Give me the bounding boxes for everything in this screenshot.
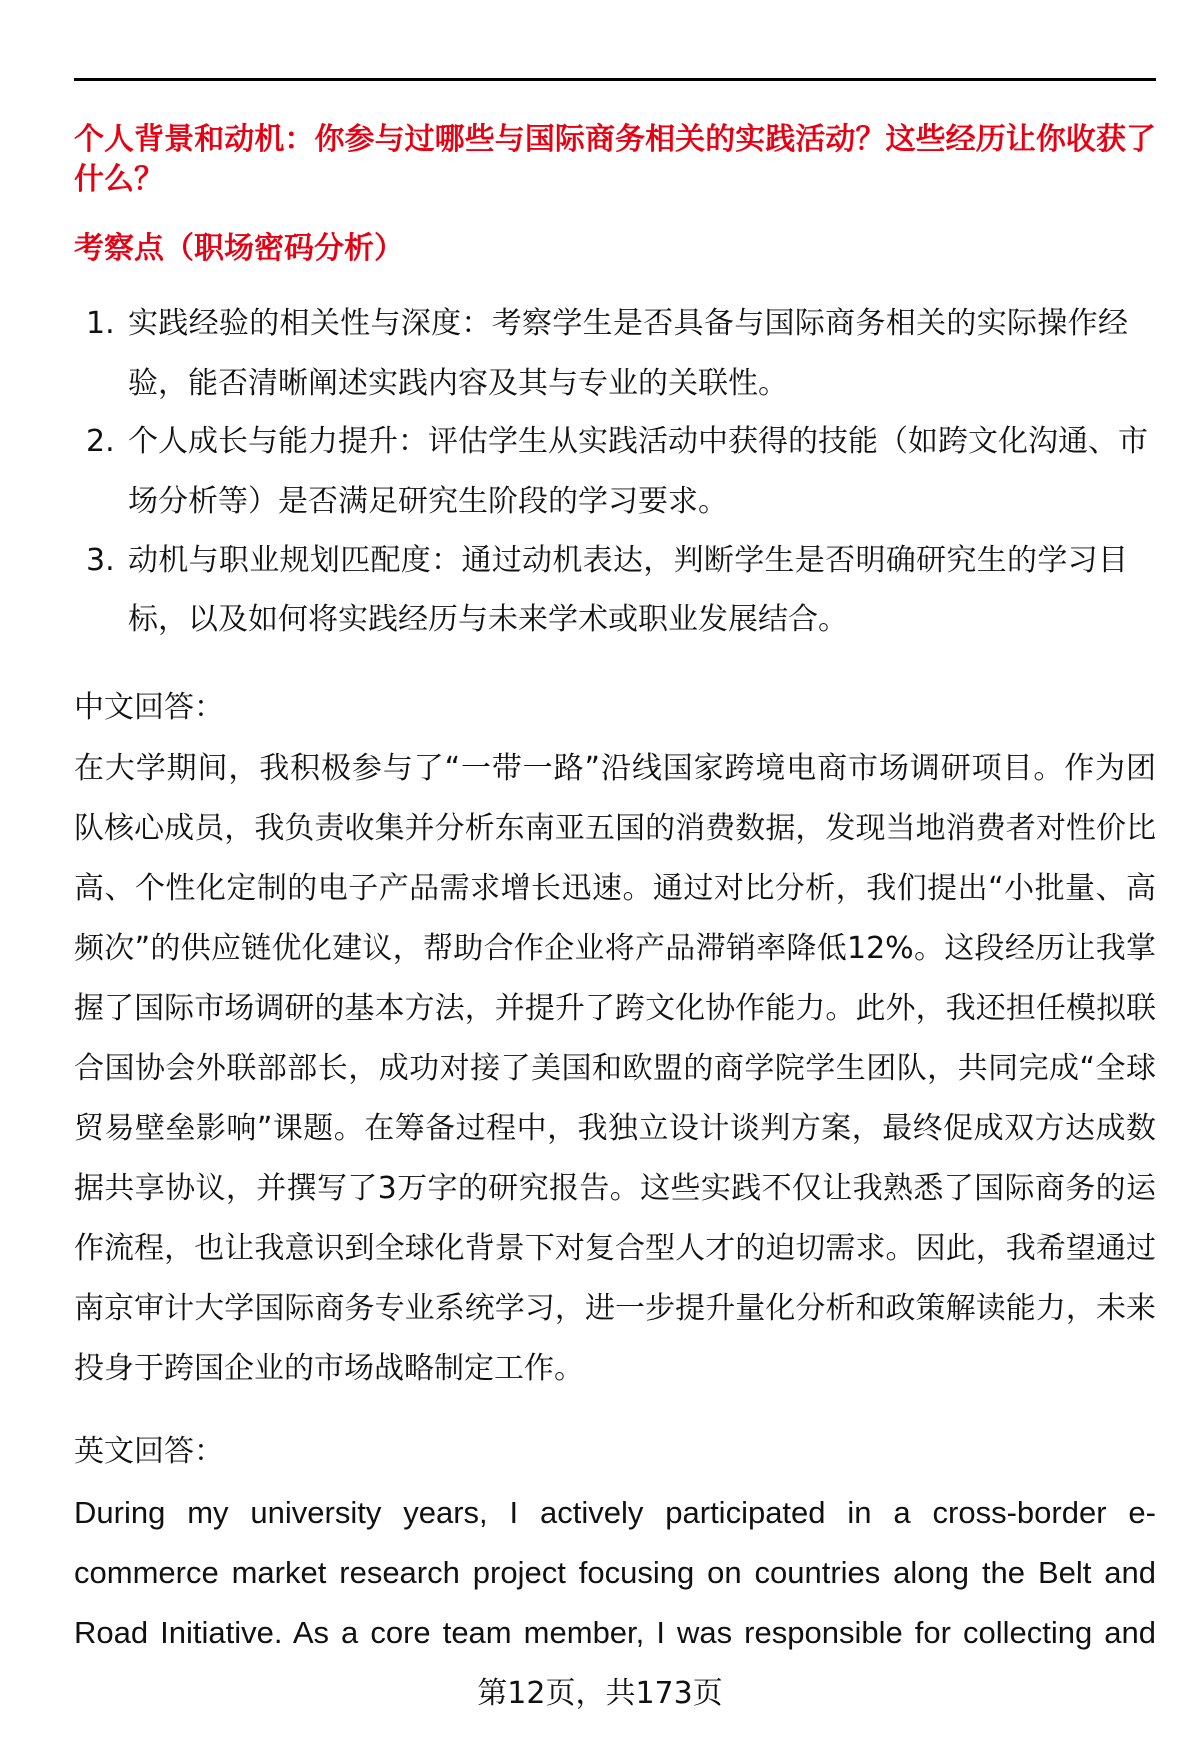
answer-line: 队核心成员，我负责收集并分析东南亚五国的消费数据，发现当地消费者对性价比 bbox=[74, 811, 1156, 846]
answer-line: 高、个性化定制的电子产品需求增长迅速。通过对比分析，我们提出“小批量、高 bbox=[74, 871, 1156, 906]
answer-line: 贸易壁垒影响”课题。在筹备过程中，我独立设计谈判方案，最终促成双方达成数 bbox=[74, 1111, 1156, 1146]
point-number: 2. bbox=[86, 424, 115, 459]
answer-line: 据共享协议，并撰写了3万字的研究报告。这些实践不仅让我熟悉了国际商务的运 bbox=[74, 1171, 1156, 1206]
point-number: 3. bbox=[86, 543, 115, 578]
section-title: 考察点（职场密码分析） bbox=[74, 231, 404, 266]
answer-line: 频次”的供应链优化建议，帮助合作企业将产品滞销率降低12%。这段经历让我掌 bbox=[74, 931, 1156, 966]
answer-line: 投身于跨国企业的市场战略制定工作。 bbox=[74, 1351, 584, 1386]
question-heading-line-1: 个人背景和动机：你参与过哪些与国际商务相关的实践活动？这些经历让你收获了 bbox=[74, 122, 1156, 157]
point-text: 动机与职业规划匹配度：通过动机表达，判断学生是否明确研究生的学习目 bbox=[128, 543, 1128, 578]
answer-line: Road Initiative. As a core team member, I was responsible for collecting and bbox=[74, 1615, 1156, 1650]
point-text: 验，能否清晰阐述实践内容及其与专业的关联性。 bbox=[128, 366, 788, 401]
answer-line: 南京审计大学国际商务专业系统学习，进一步提升量化分析和政策解读能力，未来 bbox=[74, 1291, 1156, 1326]
point-text: 实践经验的相关性与深度：考察学生是否具备与国际商务相关的实际操作经 bbox=[128, 306, 1128, 341]
point-text: 标，以及如何将实践经历与未来学术或职业发展结合。 bbox=[128, 602, 848, 637]
chinese-answer-label: 中文回答： bbox=[74, 690, 224, 725]
answer-line: 在大学期间，我积极参与了“一带一路”沿线国家跨境电商市场调研项目。作为团 bbox=[74, 751, 1156, 786]
answer-line: commerce market research project focusing on countries along the Belt and bbox=[74, 1555, 1156, 1590]
page-footer: 第12页，共173页 bbox=[477, 1676, 723, 1711]
header-rule bbox=[74, 78, 1156, 81]
answer-line: 作流程，也让我意识到全球化背景下对复合型人才的迫切需求。因此，我希望通过 bbox=[74, 1231, 1156, 1266]
point-text: 个人成长与能力提升：评估学生从实践活动中获得的技能（如跨文化沟通、市 bbox=[128, 424, 1148, 459]
point-text: 场分析等）是否满足研究生阶段的学习要求。 bbox=[128, 484, 728, 519]
answer-line: 握了国际市场调研的基本方法，并提升了跨文化协作能力。此外，我还担任模拟联 bbox=[74, 991, 1156, 1026]
answer-line: 合国协会外联部部长，成功对接了美国和欧盟的商学院学生团队，共同完成“全球 bbox=[74, 1051, 1156, 1086]
english-answer-label: 英文回答： bbox=[74, 1434, 224, 1469]
point-number: 1. bbox=[86, 306, 115, 341]
answer-line: During my university years, I actively participated in a cross-border e- bbox=[74, 1495, 1156, 1530]
question-heading-line-2: 什么？ bbox=[74, 162, 164, 197]
